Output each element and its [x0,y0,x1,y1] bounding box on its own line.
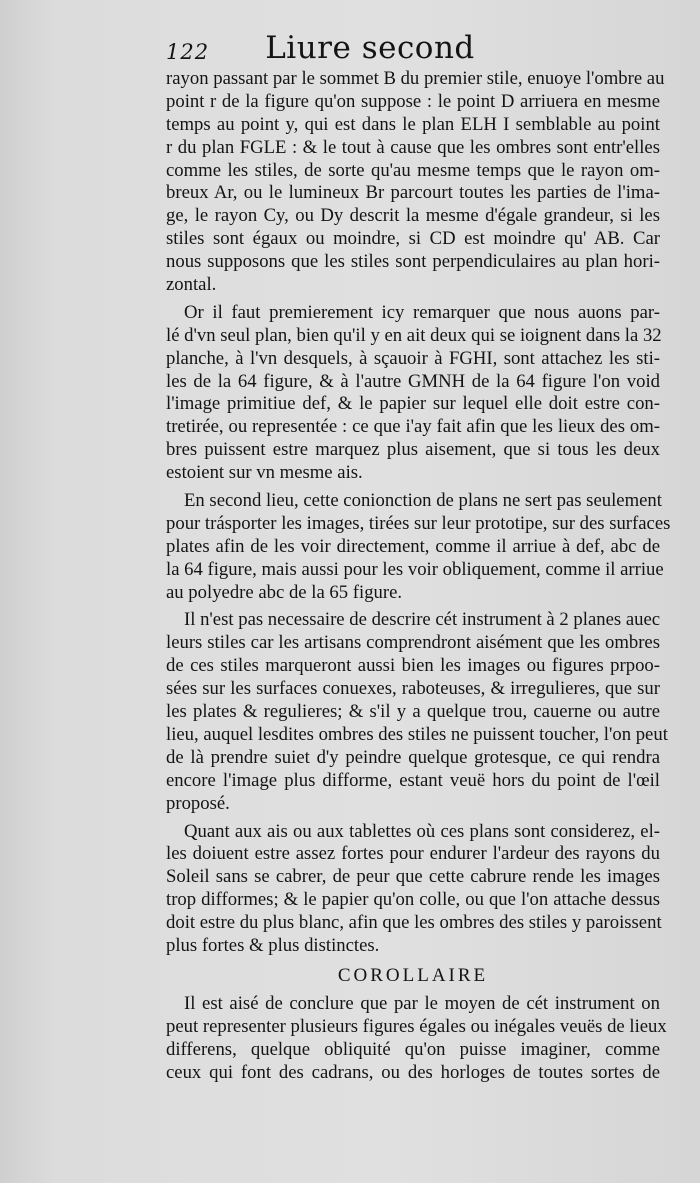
text-line: ge, le rayon Cy, ou Dy descrit la mesme d'égale grandeur, si les [166,205,660,227]
text-line: breux Ar, ou le lumineux Br parcourt toutes les parties de l'ima- [166,182,660,204]
corollary-paragraph [166,992,667,1085]
body-text [166,68,671,1084]
paragraph [166,490,671,604]
text-line: ceux qui font des cadrans, ou des horloges de toutes sortes de [166,1061,660,1083]
text-line: encore l'image plus difforme, estant veuë hors du point de l'œil [166,769,660,791]
text-line: trop difformes; & le papier qu'on colle, ou que l'on attache dessus [166,889,660,911]
text-line: r du plan FGLE : & le tout à cause que les ombres sont entr'elles [166,136,660,158]
text-line: lieu, auquel lesdites ombres des stiles ne puissent toucher, l'on peut [166,723,668,745]
text-line: Or il faut premierement icy remarquer que nous auons par- [184,301,660,323]
text-line: l'image primitiue def, & le papier sur lequel elle doit estre con- [166,393,660,415]
text-line: Il est aisé de conclure que par le moyen de cét instrument on [184,992,660,1014]
text-line: rayon passant par le sommet B du premier stile, enuoye l'ombre au [166,68,665,89]
text-line: leurs stiles car les artisans comprendront aisément que les ombres [166,632,660,654]
text-line: plates afin de les voir directement, comme il arriue à def, abc de [166,535,660,557]
paragraph [166,68,665,297]
text-line: pour trásporter les images, tirées sur leur prototipe, sur des surfaces [166,512,671,534]
text-line: Soleil sans se cabrer, de peur que cette cabrure rende les images [166,866,660,888]
text-line: proposé. [166,792,230,814]
text-line: En second lieu, cette conionction de plans ne sert pas seulement [184,490,662,512]
text-line: comme les stiles, de sorte qu'au mesme temps que le rayon om- [166,159,660,181]
text-line: les de la 64 figure, & à l'autre GMNH de la 64 figure l'on void [166,370,660,392]
text-line: tretirée, ou representée : ce que i'ay fait afin que les lieux des om- [166,416,660,438]
text-line: sées sur les surfaces conuexes, raboteuses, & irregulieres, que sur [166,678,660,700]
text-line: bres puissent estre marquez plus aisement, que si tous les deux [166,439,660,461]
running-title: Liure second [265,30,475,66]
text-line: lé d'vn seul plan, bien qu'il y en ait deux qui se ioignent dans la 32 [166,324,662,346]
paragraph [166,609,668,815]
section-heading: COROLLAIRE [337,964,489,986]
text-line: de là prendre suiet d'y peindre quelque grotesque, ce qui rendra [166,746,660,768]
page-number: 122 [166,40,210,64]
text-line: les plates & regulieres; & s'il y a quelque trou, cauerne ou autre [166,701,660,723]
text-line: plus fortes & plus distinctes. [166,934,380,956]
text-line: differens, quelque obliquité qu'on puisse imaginer, comme [166,1038,660,1060]
text-line: la 64 figure, mais aussi pour les voir obliquement, comme il arriue [166,558,664,580]
text-line: temps au point y, qui est dans le plan ELH I semblable au point [166,113,660,135]
text-line: estoient sur vn mesme ais. [166,462,363,484]
text-line: point r de la figure qu'on suppose : le point D arriuera en mesme [166,90,660,112]
text-line: au polyedre abc de la 65 figure. [166,581,403,603]
text-line: zontal. [166,274,217,296]
text-line: planche, à l'vn desquels, à sçauoir à FGHI, sont attachez les sti- [166,347,660,369]
text-line: Il n'est pas necessaire de descrire cét instrument à 2 planes auec [184,609,661,631]
text-line: stiles sont égaux ou moindre, si CD est moindre qu' AB. Car [166,228,660,250]
text-line: doit estre du plus blanc, afin que les ombres des stiles y paroissent [166,912,662,934]
text-line: Quant aux ais ou aux tablettes où ces plans sont considerez, el- [184,820,660,842]
text-line: nous supposons que les stiles sont perpendiculaires au plan hori- [166,251,660,273]
text-line: peut representer plusieurs figures égales ou inégales veuës de lieux [166,1015,667,1037]
paragraph [166,302,660,485]
paragraph [166,821,660,958]
text-line: de ces stiles marqueront aussi bien les images ou figures prpoo- [166,655,660,677]
text-line: les doiuent estre assez fortes pour endurer l'ardeur des rayons du [166,843,660,865]
